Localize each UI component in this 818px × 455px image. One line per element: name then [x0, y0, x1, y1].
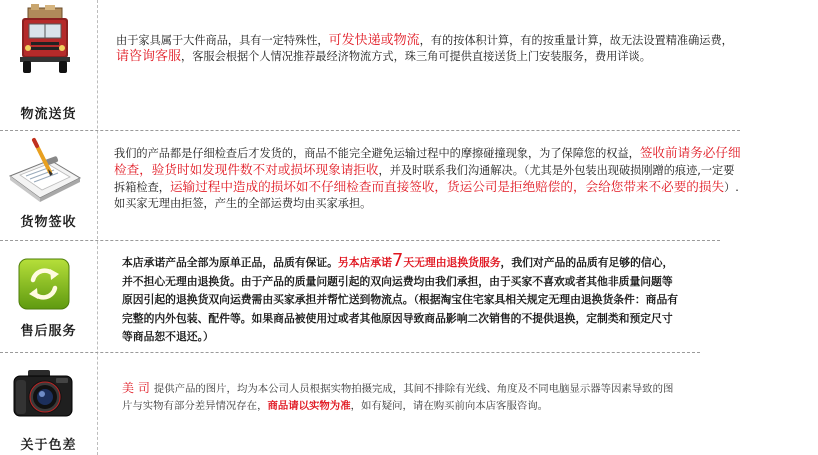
section-text-after-sales: 本店承诺产品全部为原单正品，品质有保证。另本店承诺7天无理由退换货服务，我们对产品的品质有足够的信心，并不担心无理由退换货。由于产品的质量问题引起的双向运费均由我们承担，由于买家不喜欢或者其他非质量问题等原因引起的退换货双向运费需由买家承担并帮忙送到物流点。（根据淘宝住宅家具相关规定无理由退换货条件：商品有完整的内外包装、配件等。如果商品被使用过或者其他原因导致商品影响二次销售的不提供退换，定制类和预定尺寸等商品恕不退还。） — [122, 250, 679, 343]
vertical-divider — [97, 0, 98, 455]
section-label-after-sales: 售后服务 — [20, 324, 77, 339]
section-label-receipt: 货物签收 — [20, 215, 77, 230]
section-text-receipt: 我们的产品都是仔细检查后才发货的，商品不能完全避免运输过程中的摩擦碰撞现象，为了保障您的权益，签收前请务必仔细检查，验货时如发现件数不对或损坏现象请拒收，并及时联系我们沟通解决。（尤其是外包装出现破损刚蹭的痕迹,一定要拆箱检查，运输过程中造成的损坏如不仔细检查而直接签收，货运公司是拒绝赔偿的，会给您带来不必要的损失）.如买家无理由拒签，产生的全部运费均由买家承担。 — [114, 145, 741, 210]
section-label-color-difference: 关于色差 — [20, 438, 77, 453]
section-divider-2 — [0, 240, 720, 241]
section-divider-3 — [0, 352, 700, 353]
delivery-truck-icon — [14, 4, 76, 88]
refresh-arrows-icon — [18, 258, 70, 310]
section-text-color-difference: 美 司 提供产品的图片，均为本公司人员根据实物拍摄完成，其间不排除有光线、角度及不同电脑显示器等因素导致的图片与实物有部分差异情况存在，商品请以实物为准，如有疑问，请在购买前向本店客服咨询。 — [122, 381, 674, 412]
camera-icon — [12, 366, 74, 422]
section-text-delivery: 由于家具属于大件商品，具有一定特殊性，可发快递或物流，有的按体积计算，有的按重量计算，故无法设置精准确运费，请咨询客服，客服会根据个人情况推荐最经济物流方式，珠三角可提供直接送货上门安装服务，费用详谈。 — [116, 33, 733, 64]
clipboard-pen-icon — [6, 136, 84, 204]
section-label-delivery: 物流送货 — [20, 107, 77, 122]
section-divider-1 — [0, 130, 740, 131]
